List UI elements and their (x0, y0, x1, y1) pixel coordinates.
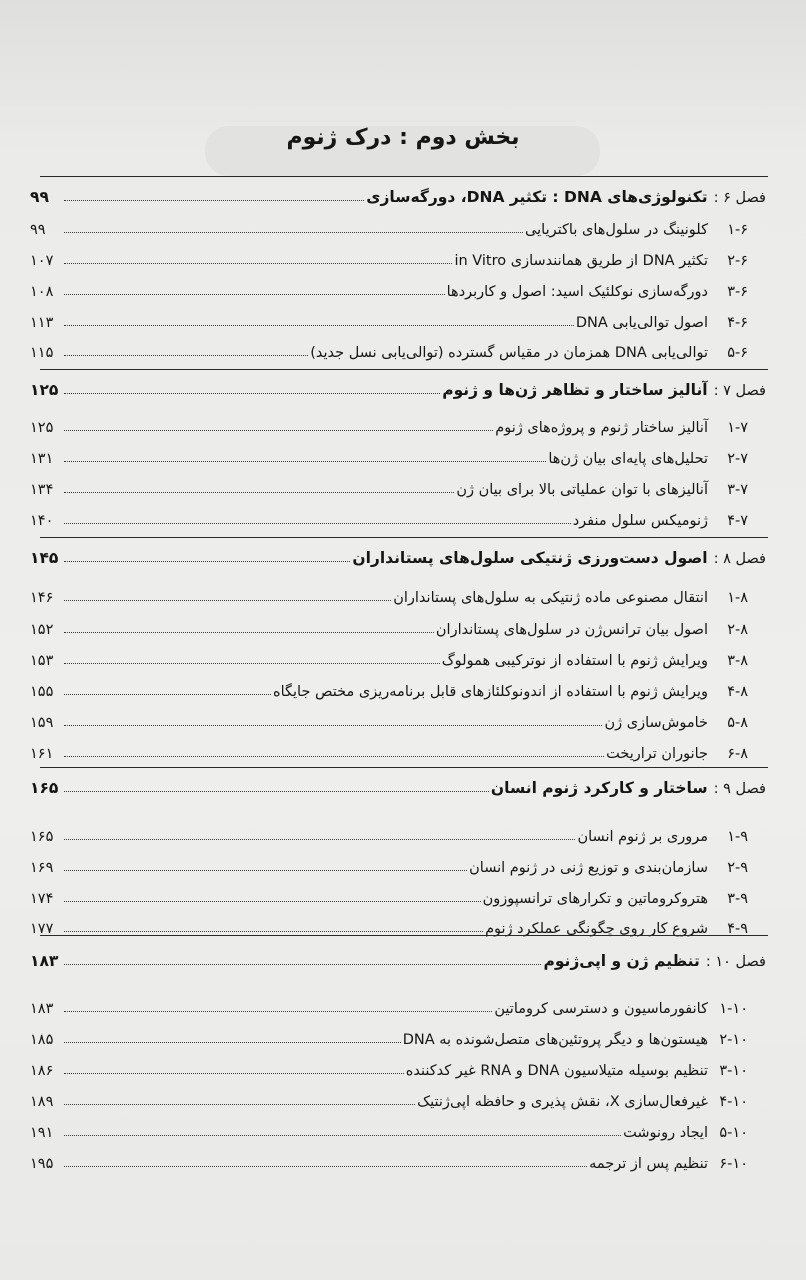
section-number: ۲-۸ (727, 622, 748, 638)
page-number: ۱۶۹ (30, 860, 54, 876)
leader-dots (64, 964, 541, 965)
leader-dots (64, 1011, 492, 1012)
section-number: ۲-۹ (727, 860, 748, 876)
leader-dots (64, 461, 546, 462)
leader-dots (64, 561, 350, 562)
page-number: ۹۹ (30, 222, 46, 238)
section-row[interactable] (30, 850, 766, 876)
page-number: ۱۲۵ (30, 381, 59, 399)
section-number: ۲-۱۰ (719, 1032, 748, 1048)
section-number: ۱-۱۰ (719, 1001, 748, 1017)
section-title: آنالیز ساختار ژنوم و پروژه‌های ژنوم (495, 420, 708, 436)
page-number: ۱۷۷ (30, 921, 54, 937)
section-row[interactable] (30, 274, 766, 300)
section-number: ۳-۹ (727, 891, 748, 907)
section-title: ویرایش ژنوم با استفاده از نوترکیبی همولوگ (441, 653, 708, 669)
chapter-title: آنالیز ساختار و تظاهر ژن‌ها و ژنوم (442, 381, 708, 399)
section-title: اصول توالی‌یابی DNA (575, 315, 708, 331)
section-row[interactable] (30, 472, 766, 498)
section-title: توالی‌یابی DNA همزمان در مقیاس گسترده (توالی‌یابی نسل جدید) (310, 345, 708, 361)
section-row[interactable] (30, 612, 766, 638)
leader-dots (64, 294, 445, 295)
section-title: تکثیر DNA از طریق همانندسازی in Vitro (454, 253, 708, 269)
section-row[interactable] (30, 441, 766, 467)
chapter-10-row[interactable] (30, 944, 766, 970)
section-number: ۳-۸ (727, 653, 748, 669)
section-number: ۳-۶ (727, 284, 748, 300)
section-number: ۵-۱۰ (719, 1125, 748, 1141)
section-title: تنظیم پس از ترجمه (589, 1156, 708, 1172)
leader-dots (64, 1104, 415, 1105)
chapter-number: فصل ۶ : (713, 190, 766, 206)
page-number: ۱۹۱ (30, 1125, 54, 1141)
section-row[interactable] (30, 1146, 766, 1172)
chapter-6-row[interactable] (30, 180, 766, 206)
section-row[interactable] (30, 335, 766, 361)
page-number: ۱۵۵ (30, 684, 54, 700)
chapter-7-row[interactable] (30, 373, 766, 399)
section-row[interactable] (30, 1053, 766, 1079)
section-title: شروع کار روی چگونگی عملکرد ژنوم (485, 921, 708, 937)
section-title: هتروکروماتین و تکرارهای ترانسپوزون (482, 891, 708, 907)
divider (40, 935, 768, 936)
divider (40, 369, 768, 370)
leader-dots (64, 355, 308, 356)
section-row[interactable] (30, 212, 766, 238)
chapter-number: فصل ۱۰ : (705, 954, 766, 970)
section-title: ایجاد رونوشت (623, 1125, 708, 1141)
section-row[interactable] (30, 991, 766, 1017)
section-row[interactable] (30, 674, 766, 700)
section-row[interactable] (30, 243, 766, 269)
page-number: ۱۹۵ (30, 1156, 54, 1172)
page-number: ۱۸۹ (30, 1094, 54, 1110)
section-title: سازمان‌بندی و توزیع ژنی در ژنوم انسان (469, 860, 708, 876)
chapter-9-row[interactable] (30, 771, 766, 797)
divider (40, 176, 768, 177)
page-number: ۱۲۵ (30, 420, 54, 436)
page-number: ۱۶۵ (30, 829, 54, 845)
section-title: تنظیم بوسیله متیلاسیون DNA و RNA غیر کدکننده (405, 1063, 708, 1079)
section-row[interactable] (30, 881, 766, 907)
leader-dots (64, 1073, 404, 1074)
section-title: غیرفعال‌سازی X، نقش پذیری و حافظه اپی‌ژنتیک (417, 1094, 708, 1110)
page-number: ۱۸۶ (30, 1063, 54, 1079)
leader-dots (64, 492, 454, 493)
chapter-number: فصل ۸ : (713, 551, 766, 567)
page-number: ۱۸۳ (30, 1001, 54, 1017)
leader-dots (64, 1135, 621, 1136)
section-number: ۵-۸ (727, 715, 748, 731)
chapter-title: اصول دست‌ورزی ژنتیکی سلول‌های پستانداران (352, 549, 708, 567)
page-number: ۱۶۱ (30, 746, 54, 762)
section-row[interactable] (30, 1115, 766, 1141)
section-title: کلونینگ در سلول‌های باکتریایی (525, 222, 708, 238)
section-number: ۱-۶ (727, 222, 748, 238)
section-number: ۶-۸ (727, 746, 748, 762)
section-row[interactable] (30, 643, 766, 669)
leader-dots (64, 393, 440, 394)
page-number: ۱۵۳ (30, 653, 54, 669)
section-row[interactable] (30, 410, 766, 436)
leader-dots (64, 263, 452, 264)
section-number: ۴-۹ (727, 921, 748, 937)
leader-dots (64, 430, 493, 431)
leader-dots (64, 756, 604, 757)
page-number: ۱۴۵ (30, 549, 59, 567)
leader-dots (64, 870, 467, 871)
page-number: ۱۸۳ (30, 952, 59, 970)
leader-dots (64, 725, 602, 726)
chapter-title: تکنولوژی‌های DNA : تکثیر DNA، دورگه‌سازی (366, 188, 708, 206)
page-number: ۱۱۵ (30, 345, 54, 361)
chapter-8-row[interactable] (30, 541, 766, 567)
section-number: ۲-۶ (727, 253, 748, 269)
section-number: ۲-۷ (727, 451, 748, 467)
section-number: ۴-۸ (727, 684, 748, 700)
section-title: ژنومیکس سلول منفرد (572, 513, 708, 529)
section-title: ویرایش ژنوم با استفاده از اندونوکلئازهای قابل برنامه‌ریزی مختص جایگاه (272, 684, 708, 700)
page-number: ۱۴۰ (30, 513, 54, 529)
section-row[interactable] (30, 503, 766, 529)
page-number: ۱۶۵ (30, 779, 59, 797)
leader-dots (64, 632, 434, 633)
leader-dots (64, 200, 364, 201)
leader-dots (64, 901, 481, 902)
page-number: ۱۵۹ (30, 715, 54, 731)
section-number: ۴-۱۰ (719, 1094, 748, 1110)
divider (40, 537, 768, 538)
leader-dots (64, 600, 391, 601)
section-number: ۱-۹ (727, 829, 748, 845)
leader-dots (64, 1166, 587, 1167)
page-number: ۱۳۴ (30, 482, 54, 498)
leader-dots (64, 791, 489, 792)
section-number: ۱-۸ (727, 590, 748, 606)
section-title: اصول بیان ترانس‌ژن در سلول‌های پستانداران (435, 622, 708, 638)
section-number: ۳-۱۰ (719, 1063, 748, 1079)
page-number: ۹۹ (30, 188, 49, 206)
section-number: ۴-۶ (727, 315, 748, 331)
section-row[interactable] (30, 1084, 766, 1110)
leader-dots (64, 931, 483, 932)
section-number: ۳-۷ (727, 482, 748, 498)
section-row[interactable] (30, 305, 766, 331)
chapter-title: تنظیم ژن و اپی‌ژنوم (543, 952, 700, 970)
section-title: مروری بر ژنوم انسان (577, 829, 708, 845)
page-number: ۱۰۷ (30, 253, 54, 269)
section-row[interactable] (30, 736, 766, 762)
leader-dots (64, 232, 523, 233)
section-number: ۱-۷ (727, 420, 748, 436)
section-number: ۵-۶ (727, 345, 748, 361)
divider (40, 767, 768, 768)
page-number: ۱۷۴ (30, 891, 54, 907)
section-title: انتقال مصنوعی ماده ژنتیکی به سلول‌های پستانداران (393, 590, 708, 606)
page-number: ۱۳۱ (30, 451, 54, 467)
leader-dots (64, 694, 271, 695)
page-number: ۱۵۲ (30, 622, 54, 638)
section-title: خاموش‌سازی ژن (604, 715, 708, 731)
leader-dots (64, 523, 571, 524)
leader-dots (64, 1042, 401, 1043)
section-title: دورگه‌سازی نوکلئیک اسید: اصول و کاربردها (446, 284, 708, 300)
section-title: کانفورماسیون و دسترسی کروماتین (494, 1001, 708, 1017)
section-number: ۶-۱۰ (719, 1156, 748, 1172)
chapter-number: فصل ۷ : (713, 383, 766, 399)
section-number: ۴-۷ (727, 513, 748, 529)
page-number: ۱۰۸ (30, 284, 54, 300)
leader-dots (64, 325, 574, 326)
section-title: هیستون‌ها و دیگر پروتئین‌های متصل‌شونده به DNA (402, 1032, 708, 1048)
page-number: ۱۱۳ (30, 315, 54, 331)
leader-dots (64, 839, 575, 840)
section-row[interactable] (30, 580, 766, 606)
section-title: آنالیزهای با توان عملیاتی بالا برای بیان ژن (456, 482, 708, 498)
section-row[interactable] (30, 819, 766, 845)
chapter-title: ساختار و کارکرد ژنوم انسان (490, 779, 708, 797)
page-number: ۱۸۵ (30, 1032, 54, 1048)
part-title: بخش دوم : درک ژنوم (286, 125, 520, 150)
section-title: جانوران تراریخت (606, 746, 708, 762)
page-number: ۱۴۶ (30, 590, 54, 606)
section-title: تحلیل‌های پایه‌ای بیان ژن‌ها (548, 451, 708, 467)
chapter-number: فصل ۹ : (713, 781, 766, 797)
section-row[interactable] (30, 705, 766, 731)
leader-dots (64, 663, 440, 664)
section-row[interactable] (30, 1022, 766, 1048)
section-row[interactable] (30, 911, 766, 937)
